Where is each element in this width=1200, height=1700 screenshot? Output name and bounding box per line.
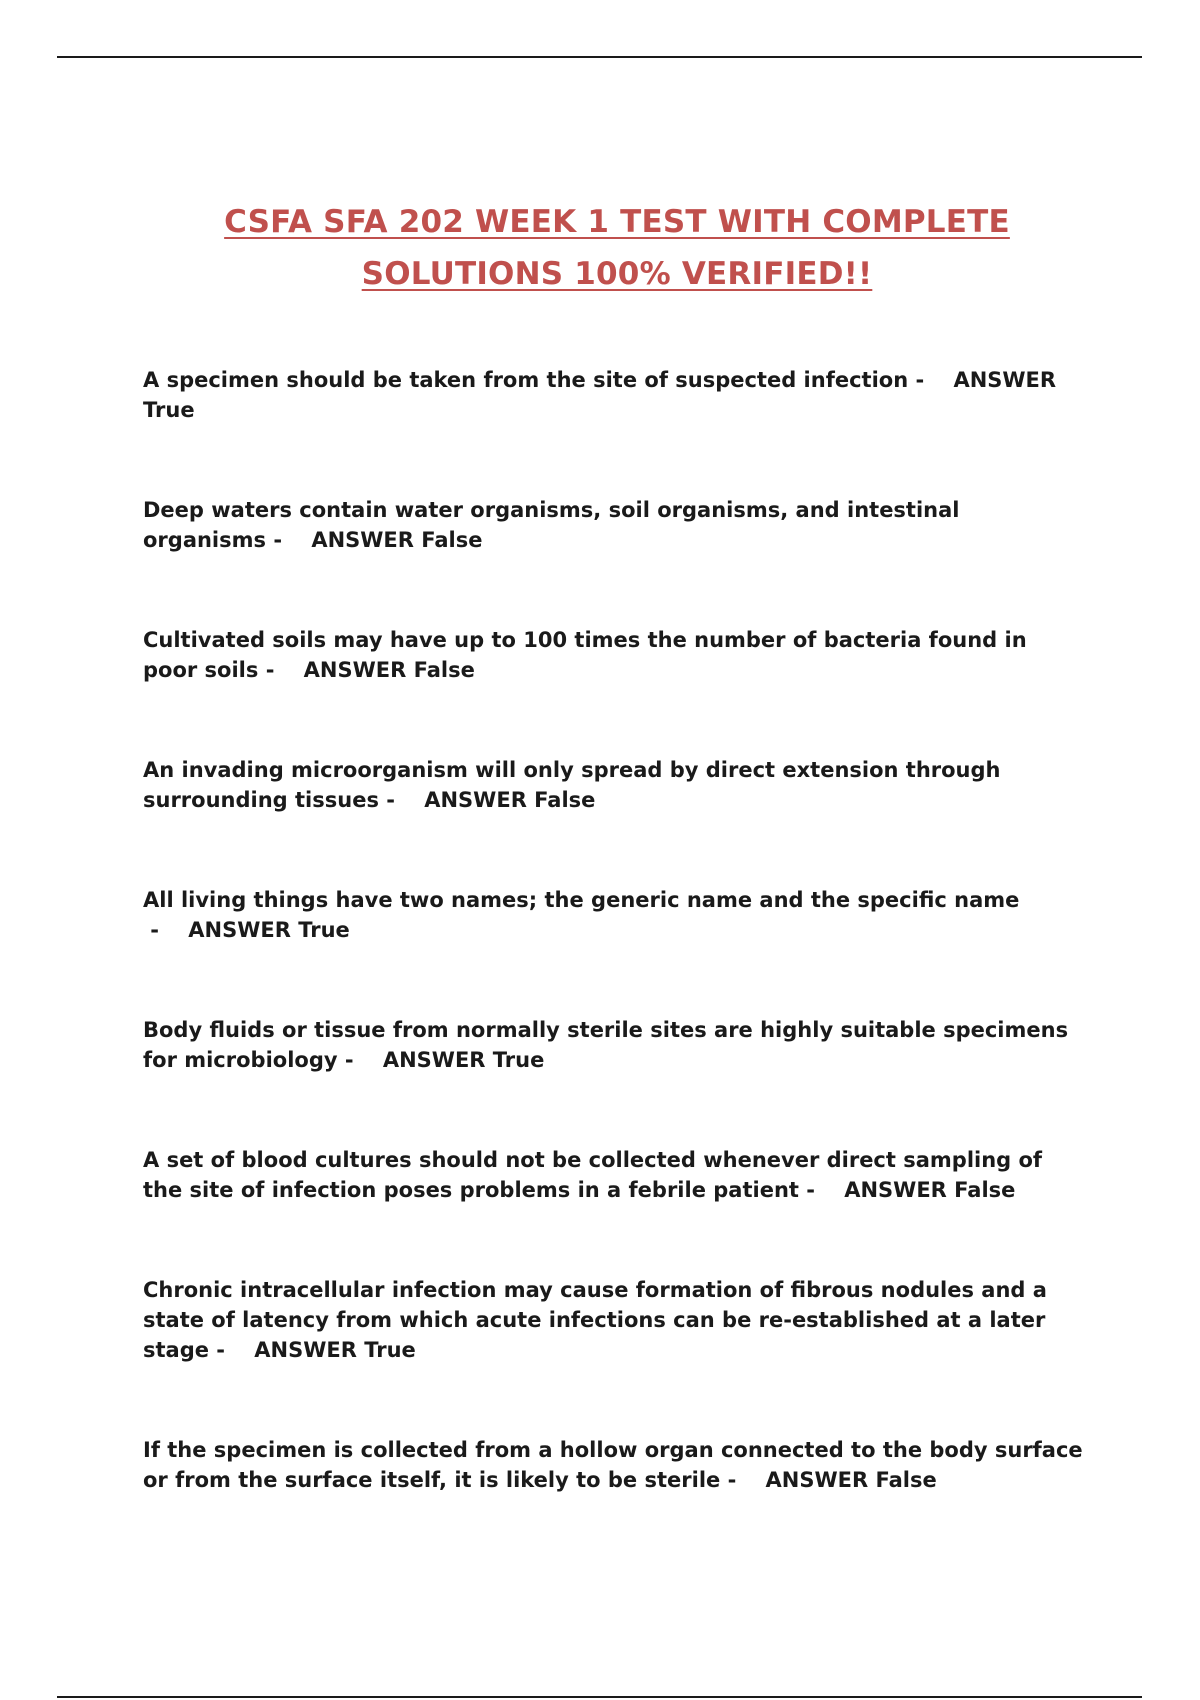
qa-item: An invading microorganism will only spread by direct extension through surrounding tissues - ANSWER False: [143, 758, 1001, 812]
answer-text: ANSWER False: [844, 1178, 1016, 1202]
answer-text: ANSWER True: [188, 918, 350, 942]
qa-item: A set of blood cultures should not be collected whenever direct sampling of the site of infection poses problems in a febrile patient - ANSWER False: [143, 1148, 1043, 1202]
question-text: A specimen should be taken from the site of suspected infection: [143, 368, 909, 392]
answer-text: ANSWER False: [765, 1468, 937, 1492]
question-text: If the specimen is collected from a hollow organ connected to the body surface or from the surface itself, it is likely to be sterile: [143, 1438, 1083, 1492]
question-text: An invading microorganism will only spread by direct extension through surrounding tissues: [143, 758, 1001, 812]
question-text: Deep waters contain water organisms, soil organisms, and intestinal organisms: [143, 498, 960, 552]
title-line-2: SOLUTIONS 100% VERIFIED!!: [361, 256, 873, 292]
qa-item: Deep waters contain water organisms, soil organisms, and intestinal organisms - ANSWER False: [143, 498, 960, 552]
answer-text: ANSWER False: [311, 528, 483, 552]
bottom-rule: [57, 1696, 1142, 1698]
answer-text: ANSWER True: [254, 1338, 416, 1362]
title-line-1: CSFA SFA 202 WEEK 1 TEST WITH COMPLETE: [224, 204, 1010, 240]
question-text: All living things have two names; the generic name and the specific name: [143, 888, 1020, 912]
qa-item: Cultivated soils may have up to 100 times the number of bacteria found in poor soils - ANSWER False: [143, 628, 1027, 682]
qa-list: [143, 365, 1083, 1565]
question-text: Cultivated soils may have up to 100 times the number of bacteria found in poor soils: [143, 628, 1027, 682]
qa-item: Body fluids or tissue from normally sterile sites are highly suitable specimens for microbiology - ANSWER True: [143, 1018, 1069, 1072]
answer-text: ANSWER False: [303, 658, 475, 682]
page-title: [0, 196, 1200, 300]
qa-item: All living things have two names; the generic name and the specific name - ANSWER True: [143, 888, 1020, 942]
top-rule: [57, 56, 1142, 58]
question-text: Chronic intracellular infection may cause formation of fibrous nodules and a state of latency from which acute infections can be re-established at a later stage: [143, 1278, 1047, 1362]
answer-text: ANSWER True: [143, 368, 1057, 422]
question-text: Body fluids or tissue from normally sterile sites are highly suitable specimens for microbiology: [143, 1018, 1069, 1072]
qa-item: Chronic intracellular infection may cause formation of fibrous nodules and a state of latency from which acute infections can be re-established at a later stage - ANSWER True: [143, 1278, 1047, 1362]
answer-text: ANSWER False: [424, 788, 596, 812]
answer-text: ANSWER True: [382, 1048, 545, 1072]
qa-item: A specimen should be taken from the site of suspected infection - ANSWER True: [143, 368, 1057, 422]
qa-item: If the specimen is collected from a hollow organ connected to the body surface or from the surface itself, it is likely to be sterile - ANSWER False: [143, 1438, 1083, 1492]
question-text: A set of blood cultures should not be collected whenever direct sampling of the site of infection poses problems in a febrile patient: [143, 1148, 1043, 1202]
